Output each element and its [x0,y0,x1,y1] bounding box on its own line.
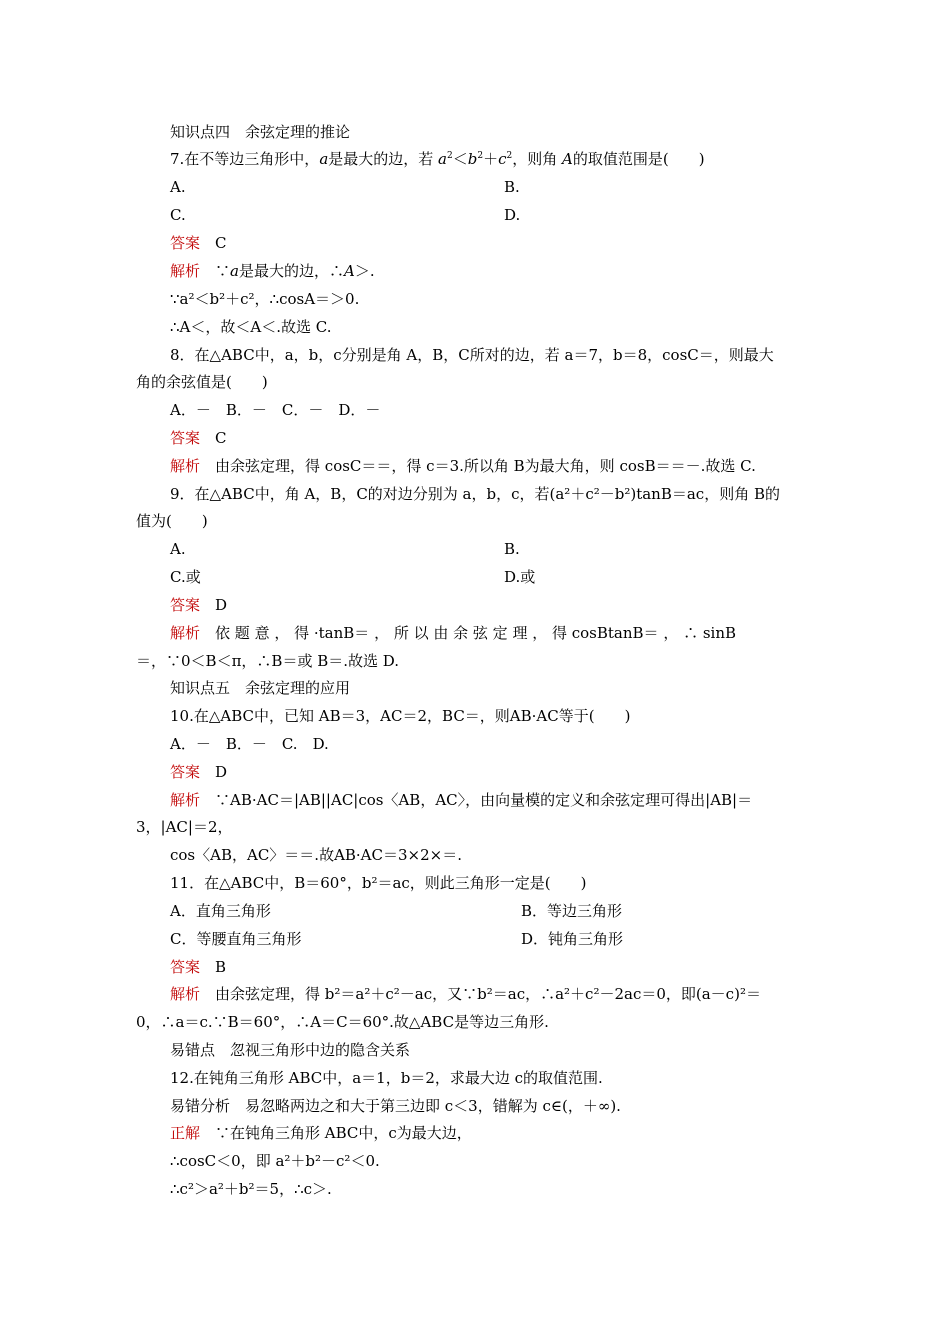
question-7-stem: 7.在不等边三角形中，a是最大的边，若 $a^2<b^2+c^2$，则角 A的取值范围是( ) [170,150,705,168]
question-8-stem-2: 角的余弦值是( ) [136,373,268,391]
question-9-answer: 答案 D [170,596,228,614]
question-12-error-analysis: 易错分析 易忽略两边之和大于第三边即 c＜3，错解为 c∈(，＋∞). [170,1097,621,1115]
question-7-solution-3: ∴A＜，故＜A＜.故选 C. [170,318,332,336]
section-heading-kp5: 知识点五 余弦定理的应用 [170,679,351,697]
question-11-option-d: D．钝角三角形 [521,930,624,948]
question-11-option-a: A．直角三角形 [170,902,271,920]
question-8-stem-1: 8．在△ABC中，a，b，c分别是角 A，B，C所对的边，若 a＝7，b＝8，cosC＝，则最大 [170,346,774,364]
solution-label: 解析 [170,985,201,1003]
answer-label: 答案 [170,958,201,976]
question-7-solution-1: 解析 ∵a是最大的边，∴A＞. [170,262,375,280]
answer-label: 答案 [170,234,201,252]
question-9-stem-1: 9．在△ABC中，角 A，B，C的对边分别为 a，b，c，若(a²＋c²－b²)tanB＝ac，则角 B的 [170,485,780,503]
solution-label: 解析 [170,457,201,475]
question-11-option-b: B．等边三角形 [521,902,623,920]
question-7-answer: 答案 C [170,234,227,252]
question-9-option-c: C.或 [170,568,201,586]
question-8-answer: 答案 C [170,429,227,447]
question-11-solution-1: 解析 由余弦定理，得 b²＝a²＋c²－ac，又∵b²＝ac，∴a²＋c²－2ac＝0，即(a－c)²＝ [170,985,761,1003]
question-10-solution-1: 解析 ∵AB·AC＝|AB||AC|cos〈AB，AC〉，由向量模的定义和余弦定理可得出|AB|＝ [170,791,753,809]
question-7-option-c: C. [170,206,186,224]
question-10-solution-3: cos〈AB，AC〉＝＝.故AB·AC＝3×2×＝. [170,846,462,864]
question-9-solution-2: ＝，∵0＜B＜π，∴B＝或 B＝.故选 D. [136,652,400,670]
solution-label: 解析 [170,624,201,642]
question-11-stem: 11．在△ABC中，B＝60°，b²＝ac，则此三角形一定是( ) [170,874,587,892]
answer-label: 答案 [170,429,201,447]
question-11-answer: 答案 B [170,958,227,976]
question-10-answer: 答案 D [170,763,228,781]
question-12-solution-1: 正解 ∵在钝角三角形 ABC中，c为最大边， [170,1124,472,1142]
question-8-solution: 解析 由余弦定理，得 cosC＝＝，得 c＝3.所以角 B为最大角，则 cosB＝＝－.故选 C. [170,457,756,475]
question-11-solution-2: 0，∴a＝c.∵B＝60°，∴A＝C＝60°.故△ABC是等边三角形. [136,1013,549,1031]
section-heading-error-point: 易错点 忽视三角形中边的隐含关系 [170,1041,411,1059]
question-10-options: A．－ B．－ C. D. [170,735,329,753]
question-11-option-c: C．等腰直角三角形 [170,930,302,948]
question-9-solution-1: 解析 依 题 意 ， 得 ·tanB＝ ， 所 以 由 余 弦 定 理 ， 得 cosBtanB＝ ， ∴ sinB [170,624,737,642]
solution-label: 解析 [170,791,201,809]
solution-label: 解析 [170,262,201,280]
question-8-options: A．－ B．－ C．－ D．－ [170,401,381,419]
question-7-solution-2: ∵a²＜b²＋c²，∴cosA＝＞0. [170,290,360,308]
question-9-option-d: D.或 [504,568,536,586]
correct-solution-label: 正解 [170,1124,201,1142]
question-12-stem: 12.在钝角三角形 ABC中，a＝1，b＝2，求最大边 c的取值范围. [170,1069,603,1087]
question-7-option-d: D. [504,206,521,224]
question-7-option-b: B. [504,178,520,196]
question-7-option-a: A. [170,178,186,196]
section-heading-kp4: 知识点四 余弦定理的推论 [170,123,351,141]
answer-label: 答案 [170,596,201,614]
question-10-stem: 10.在△ABC中，已知 AB＝3，AC＝2，BC＝，则AB·AC等于( ) [170,707,631,725]
question-9-option-a: A. [170,540,186,558]
question-9-stem-2: 值为( ) [136,512,208,530]
answer-label: 答案 [170,763,201,781]
question-12-solution-2: ∴cosC＜0，即 a²＋b²－c²＜0. [170,1152,380,1170]
question-12-solution-3: ∴c²＞a²＋b²＝5，∴c＞. [170,1180,332,1198]
question-10-solution-2: 3，|AC|＝2， [136,818,233,836]
question-9-option-b: B. [504,540,520,558]
